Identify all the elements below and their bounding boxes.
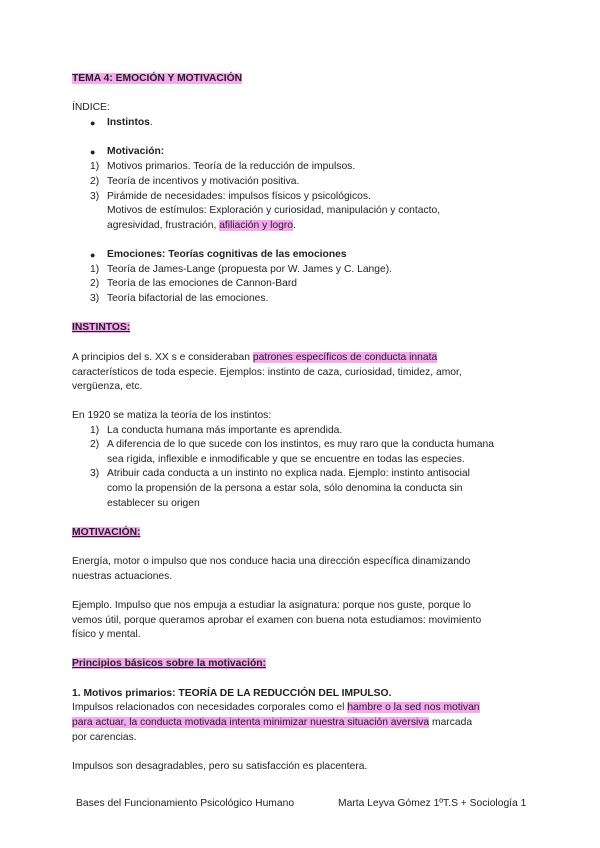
index-item-instintos: Instintos. (107, 117, 153, 128)
paragraph-line: En 1920 se matiza la teoría de los instintos: (72, 410, 272, 421)
paragraph-line: A principios del s. XX s e consideraban patrones específicos de conducta innata (72, 352, 438, 363)
paragraph-line: Impulsos son desagradables, pero su satisfacción es placentera. (72, 761, 368, 772)
bullet: ● (90, 147, 96, 157)
subheading-motivos-primarios: 1. Motivos primarios: TEORÍA DE LA REDUCCIÓN DEL IMPULSO. (72, 688, 392, 699)
list-item: La conducta humana más importante es aprendida. (107, 425, 343, 436)
bullet: ● (90, 118, 96, 128)
footer-right: Marta Leyva Gómez 1ºT.S + Sociología 1 (338, 798, 527, 809)
paragraph-line: Ejemplo. Impulso que nos empuja a estudiar la asignatura: porque nos guste, porque lo (72, 600, 471, 611)
list-item: Teoría de incentivos y motivación positiva. (107, 176, 300, 187)
list-number: 1) (90, 161, 100, 172)
list-number: 3) (90, 293, 100, 304)
list-item: Teoría de las emociones de Cannon-Bard (107, 278, 298, 289)
list-item: Atribuir cada conducta a un instinto no explica nada. Ejemplo: instinto antisocial (107, 468, 470, 479)
paragraph-line: característicos de toda especie. Ejemplos: instinto de caza, curiosidad, timidez, amor, (72, 367, 462, 378)
list-item-continued: agresividad, frustración, afiliación y logro. (107, 220, 296, 231)
list-number: 3) (90, 468, 100, 479)
subheading-principios: Principios básicos sobre la motivación: (72, 658, 266, 669)
index-item-emociones: Emociones: Teorías cognitivas de las emociones (107, 249, 347, 260)
list-number: 2) (90, 278, 100, 289)
index-item-motivacion: Motivación: (107, 146, 165, 157)
paragraph-line: por carencias. (72, 732, 137, 743)
list-item-continued: como la propensión de la persona a estar sola, sólo denomina la conducta sin (107, 483, 463, 494)
paragraph-line: vergüenza, etc. (72, 381, 143, 392)
paragraph-line: físico y mental. (72, 629, 141, 640)
paragraph-line: vemos útil, porque queramos aprobar el examen con buena nota estudiamos: movimiento (72, 615, 482, 626)
list-number: 2) (90, 176, 100, 187)
list-number: 2) (90, 439, 100, 450)
list-item-continued: establecer su origen (107, 498, 200, 509)
footer-left: Bases del Funcionamiento Psicológico Humano (76, 798, 295, 809)
paragraph-line: nuestras actuaciones. (72, 571, 173, 582)
page-title: TEMA 4: EMOCIÓN Y MOTIVACIÓN (72, 73, 243, 84)
index-label: ÍNDICE: (72, 102, 110, 113)
section-heading-instintos: INSTINTOS: (72, 322, 131, 333)
list-item: Motivos primarios. Teoría de la reducción de impulsos. (107, 161, 356, 172)
list-number: 1) (90, 264, 100, 275)
list-item-continued: Motivos de estímulos: Exploración y curiosidad, manipulación y contacto, (107, 205, 441, 216)
paragraph-line: Impulsos relacionados con necesidades corporales como el hambre o la sed nos motivan (72, 702, 480, 713)
list-number: 1) (90, 425, 100, 436)
list-item: Teoría bifactorial de las emociones. (107, 293, 269, 304)
list-number: 3) (90, 191, 100, 202)
list-item: Pirámide de necesidades: impulsos físicos y psicológicos. (107, 191, 371, 202)
list-item: Teoría de James-Lange (propuesta por W. James y C. Lange). (107, 264, 393, 275)
list-item: A diferencia de lo que sucede con los instintos, es muy raro que la conducta humana (107, 439, 494, 450)
paragraph-line: para actuar, la conducta motivada intenta minimizar nuestra situación aversiva marcada (72, 717, 473, 728)
section-heading-motivacion: MOTIVACIÓN: (72, 527, 141, 538)
paragraph-line: Energía, motor o impulso que nos conduce hacia una dirección específica dinamizando (72, 556, 471, 567)
bullet: ● (90, 250, 96, 260)
list-item-continued: sea rígida, inflexible e inmodificable y que se encuentre en todas las especies. (107, 454, 465, 465)
